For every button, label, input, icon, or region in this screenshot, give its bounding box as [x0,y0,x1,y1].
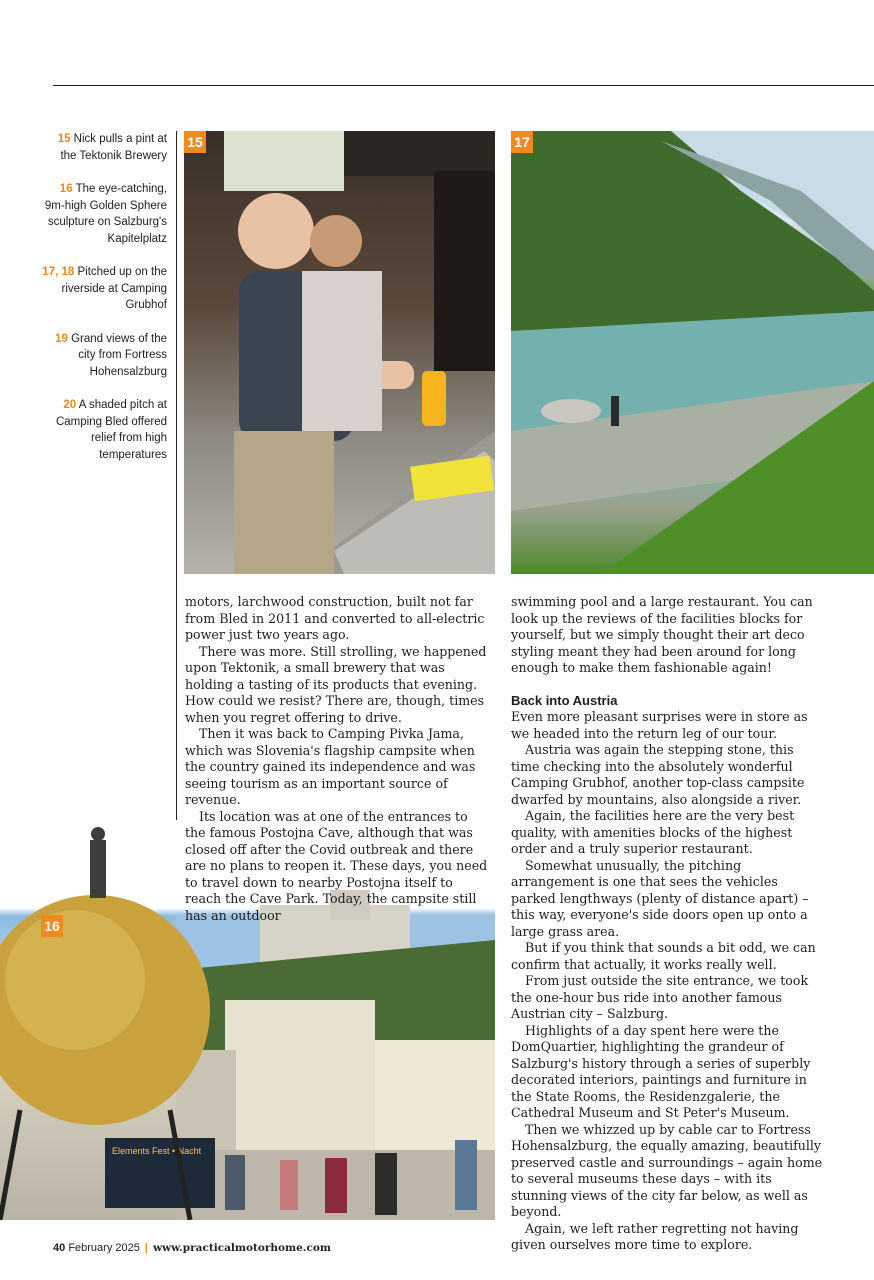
paragraph: Highlights of a day spent here were the DomQuartier, highlighting the grandeur of Salzburg's history through a series of superbly decorated interiors, paintings and furniture in the State Rooms, the Residenzgalerie, the Cathedral Museum and St Peter's Museum. [511,1022,811,1120]
caption-15: 15 Nick pulls a pint at the Tektonik Brewery [57,133,167,162]
top-rule [53,85,874,86]
photo-badge-15: 15 [184,131,206,153]
paragraph: There was more. Still strolling, we happened upon Tektonik, a small brewery that was holding a tasting of its products that evening. How could we resist? There are, though, times when you regret offering to drive. [185,643,487,725]
paragraph: Its location was at one of the entrances to the famous Postojna Cave, although that was closed off after the Covid outbreak and there are no plans to reopen it. These days, you need to travel down to nearby Postojna itself to reach the Cave Park. Today, the campsite still has an outdoor [185,808,488,923]
website-link[interactable]: www.practicalmotorhome.com [153,1242,331,1254]
caption-16: 16 The eye-catching, 9m-high Golden Sphere sculpture on Salzburg's Kapitelplatz [44,183,167,245]
issue-date: February 2025 [68,1242,140,1254]
caption-19: 19 Grand views of the city from Fortress Hohensalzburg [55,332,167,378]
paragraph: Even more pleasant surprises were in store as we headed into the return leg of our tour. [511,709,808,741]
river-illustration [511,131,874,574]
photo-riverside-camping [511,131,874,574]
caption-17-18: 17, 18 Pitched up on the riverside at Camping Grubhof [42,266,167,311]
paragraph: Then it was back to Camping Pivka Jama, which was Slovenia's flagship campsite when the country gained its independence and was seeing tourism as an important source of revenue. [185,726,476,807]
paragraph: Again, the facilities here are the very best quality, with amenities blocks of the highest order and a truly superior restaurant. [511,808,795,856]
paragraph: Then we whizzed up by cable car to Fortress Hohensalzburg, the equally amazing, beautifully preserved castle and surroundings – again home to several museums these days – with its stunning views of the city far below, as well as beyond. [511,1121,823,1219]
article-column-2 [511,594,824,1254]
photo-badge-17: 17 [511,131,533,153]
paragraph: From just outside the site entrance, we took the one-hour bus ride into another famous Austrian city – Salzburg. [511,973,809,1021]
section-heading: Back into Austria [511,692,618,708]
photo-badge-16: 16 [41,915,63,937]
article-column-1 [185,594,490,924]
paragraph: Austria was again the stepping stone, this time checking into the absolutely wonderful Camping Grubhof, another top-class campsite dwarfed by mountains, also alongside a river. [511,742,805,807]
footer-separator: | [144,1242,148,1254]
paragraph: Somewhat unusually, the pitching arrangement is one that sees the vehicles parked lengthways (plenty of distance apart) – this way, everyone's side doors open up onto a large grass area. [511,857,809,939]
column-rule [176,131,177,921]
paragraph: swimming pool and a large restaurant. You can look up the reviews of the facilities blocks for yourself, but we simply thought their art deco styling meant they had been around for long enough to make them fashionable again! [511,594,813,675]
paragraph: motors, larchwood construction, built not far from Bled in 2011 and converted to all-electric power just two years ago. [185,594,485,642]
paragraph: Again, we left rather regretting not having given ourselves more time to explore. [511,1220,799,1252]
brewery-illustration [184,131,495,574]
caption-20: 20 A shaded pitch at Camping Bled offered relief from high temperatures [55,399,167,461]
captions-column [40,131,167,480]
page-footer [53,1242,331,1254]
photo-brewery-pint [184,131,495,574]
paragraph: But if you think that sounds a bit odd, we can confirm that actually, it works really well. [511,940,816,972]
page-number: 40 [53,1242,66,1254]
poster-text: Elements Fest • Nacht [112,1146,202,1156]
